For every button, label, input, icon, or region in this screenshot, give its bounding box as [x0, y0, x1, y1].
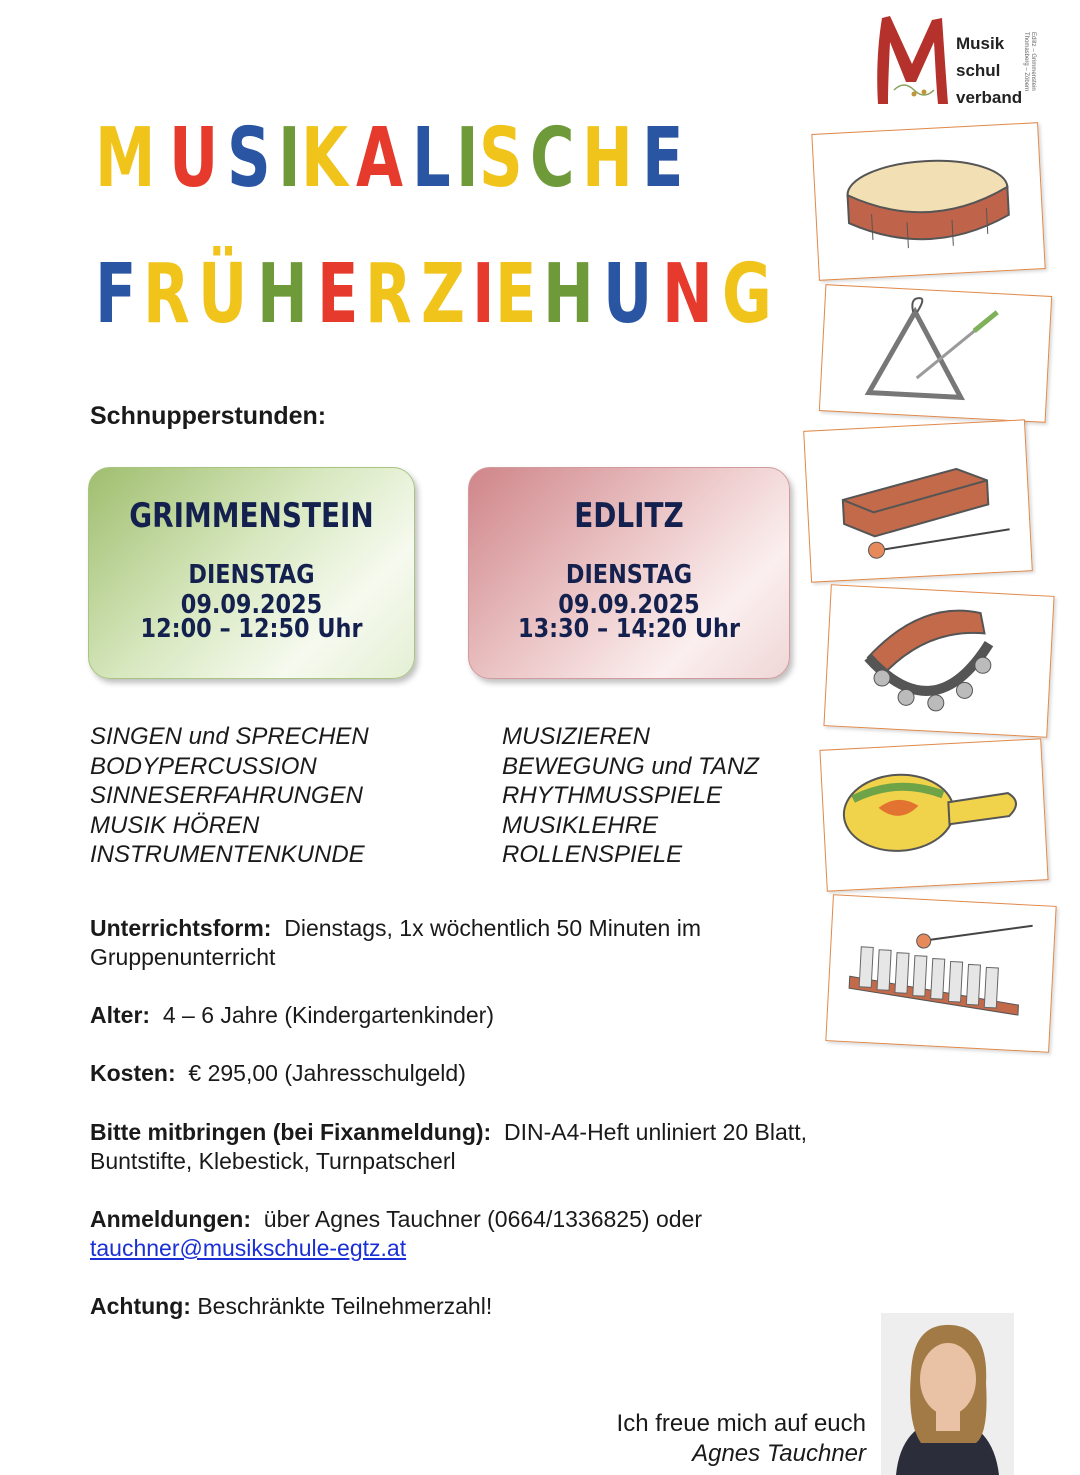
topics-list-right: [502, 722, 759, 870]
session-time: 13:30 – 14:20 Uhr: [518, 614, 740, 644]
instrument-card-xylophone: [825, 894, 1056, 1053]
topic-item: SINNESERFAHRUNGEN: [90, 782, 363, 809]
title-letter: R: [365, 247, 417, 342]
logo-line-3: verband: [956, 88, 1023, 107]
title-letter: L: [411, 111, 455, 206]
info-label: Anmeldungen:: [90, 1206, 251, 1232]
info-value: Dienstags, 1x wöchentlich 50 Minuten im Gruppenunterricht: [90, 915, 702, 970]
title-letter: S: [478, 111, 527, 206]
title-letter: I: [456, 111, 484, 206]
info-label: Achtung:: [90, 1293, 191, 1319]
title-letter: I: [472, 247, 500, 342]
info-value: 4 – 6 Jahre (Kindergartenkinder): [162, 1002, 494, 1028]
topic-item: BEWEGUNG und TANZ: [502, 752, 759, 780]
title-line-2: [95, 247, 782, 342]
drum-icon: [812, 123, 1044, 280]
triangle-icon: [820, 285, 1051, 422]
title-letter: E: [642, 111, 689, 206]
title-letter: H: [256, 247, 312, 342]
instrument-card-woodblock: [803, 419, 1033, 582]
info-label: Kosten:: [90, 1060, 176, 1086]
title-letter: A: [356, 111, 408, 206]
title-letter: Z: [420, 247, 470, 342]
maraca-icon: [820, 739, 1047, 890]
info-label: Unterrichtsform:: [90, 915, 272, 941]
info-anmeldungen: [90, 1205, 910, 1263]
session-card-grimmenstein: [88, 467, 415, 679]
topic-item: RHYTHMUSSPIELE: [502, 782, 723, 809]
musikschulverband-logo: [872, 12, 1042, 112]
logo-line-2: schul: [956, 61, 1001, 80]
topic-item: MUSIK HÖREN: [90, 811, 260, 839]
title-letter: H: [581, 111, 638, 206]
topic-item: MUSIZIEREN: [502, 723, 651, 750]
logo-line-1: Musik: [956, 34, 1005, 53]
tambourine-icon: [824, 585, 1053, 736]
info-kosten: [90, 1059, 910, 1088]
info-value: über Agnes Tauchner (0664/1336825) oder: [263, 1206, 702, 1232]
instrument-card-tambourine: [823, 584, 1054, 738]
subheading: Schnupperstunden:: [90, 402, 327, 430]
session-date: DIENSTAG 09.09.2025: [180, 560, 323, 620]
title-letter: K: [300, 111, 353, 206]
info-label: Bitte mitbringen (bei Fixanmeldung):: [90, 1119, 492, 1145]
title-letter: M: [95, 111, 160, 206]
title-letter: I: [278, 111, 306, 206]
title-letter: C: [529, 111, 579, 206]
topic-item: MUSIKLEHRE: [502, 811, 659, 839]
info-achtung: [90, 1292, 910, 1321]
session-date: DIENSTAG 09.09.2025: [558, 560, 700, 620]
topic-item: ROLLENSPIELE: [502, 841, 683, 868]
title-line-1: [95, 111, 690, 206]
title-letter: N: [661, 247, 718, 342]
topics-list-left: [90, 722, 369, 870]
email-link[interactable]: tauchner@musikschule-egtz.at: [90, 1235, 407, 1261]
title-letter: H: [542, 247, 598, 342]
topic-item: BODYPERCUSSION: [90, 752, 317, 780]
title-letter: U: [603, 247, 657, 342]
info-value: DIN-A4-Heft unliniert 20 Blatt, Buntstifte, Klebestick, Turnpatscherl: [90, 1119, 807, 1174]
session-place: GRIMMENSTEIN: [129, 496, 374, 536]
info-mitbringen: [90, 1118, 890, 1176]
portrait-image: [881, 1313, 1014, 1475]
info-value: Beschränkte Teilnehmerzahl!: [197, 1293, 493, 1319]
instrument-card-drum: [811, 122, 1045, 281]
session-time: 12:00 – 12:50 Uhr: [140, 614, 363, 644]
signature-name: Agnes Tauchner: [692, 1440, 866, 1467]
title-letter: S: [227, 111, 276, 206]
woodblock-icon: [804, 420, 1032, 581]
info-alter: [90, 1001, 910, 1030]
topic-item: SINGEN und SPRECHEN: [90, 723, 369, 750]
title-letter: E: [494, 247, 541, 342]
session-place: EDLITZ: [574, 496, 684, 536]
logo-small-text: Edlitz – Grimmenstein Thomasberg – Zöbern: [1023, 32, 1036, 92]
xylophone-icon: [826, 895, 1055, 1051]
topic-item: INSTRUMENTENKUNDE: [90, 841, 365, 868]
instrument-card-triangle: [819, 284, 1052, 423]
info-value: € 295,00 (Jahresschulgeld): [188, 1060, 466, 1086]
title-letter: F: [95, 247, 141, 342]
title-letter: G: [722, 247, 777, 342]
info-unterrichtsform: [90, 914, 780, 972]
info-label: Alter:: [90, 1002, 151, 1028]
title-letter: R: [143, 247, 195, 342]
logo-m-icon: [872, 12, 952, 108]
teacher-photo: [881, 1313, 1014, 1475]
title-letter: E: [317, 247, 364, 342]
session-card-edlitz: [468, 467, 790, 679]
title-letter: Ü: [198, 247, 252, 342]
instrument-card-maraca: [819, 738, 1048, 891]
title-letter: U: [168, 111, 223, 206]
signature-greeting: Ich freue mich auf euch: [616, 1410, 866, 1437]
